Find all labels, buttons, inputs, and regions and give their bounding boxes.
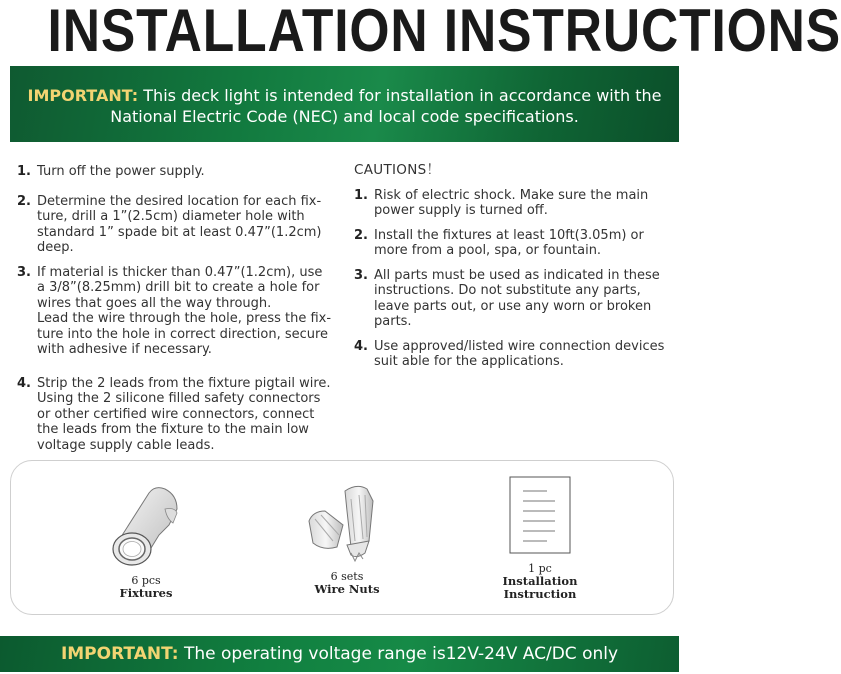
caution-item: [354, 339, 679, 370]
cautions-title: CAUTIONS！: [354, 162, 441, 178]
step-number: 3.: [17, 264, 31, 280]
caution-number: 3.: [354, 267, 368, 283]
part-qty: 6 pcs: [131, 574, 161, 587]
step-item: [17, 376, 347, 454]
step-text: Strip the 2 leads from the fixture pigtail wire. Using the 2 silicone filled safety connectors or other certified wire connectors, connect the leads from the fixture to the main low voltage supply cable leads.: [37, 375, 331, 453]
caution-text: All parts must be used as indicated in these instructions. Do not substitute any parts, leave parts out, or use any worn or broken parts.: [374, 267, 660, 329]
step-item: [17, 265, 347, 358]
step-text: If material is thicker than 0.47”(1.2cm), use a 3/8”(8.25mm) drill bit to create a hole for wires that goes all the way through. Lead the wire through the hole, press the fix- ture into the hole in correct direction, secure with adhesive if necessary.: [37, 264, 332, 357]
step-item: [17, 194, 347, 256]
part-instruction: [499, 475, 581, 601]
parts-box: [10, 460, 674, 615]
important-label: IMPORTANT:: [27, 86, 139, 105]
important-label: IMPORTANT:: [60, 644, 179, 664]
banner-line-1: [10, 85, 679, 106]
banner-text-2: National Electric Code (NEC) and local code specifications.: [110, 107, 579, 126]
part-name: Installation Instruction: [502, 574, 578, 601]
step-number: 2.: [17, 193, 31, 209]
part-name: Fixtures: [119, 586, 173, 600]
caution-text: Risk of electric shock. Make sure the main power supply is turned off.: [374, 187, 649, 218]
cautions-section: [354, 163, 679, 381]
part-qty: 1 pc: [528, 562, 552, 575]
caution-text: Install the fixtures at least 10ft(3.05m) or more from a pool, spa, or fountain.: [374, 227, 644, 258]
document-icon: [499, 475, 581, 559]
voltage-text: The operating voltage range is12V-24V AC/DC only: [178, 644, 619, 664]
caution-number: 4.: [354, 338, 368, 354]
step-number: 1.: [17, 164, 31, 179]
caution-number: 1.: [354, 187, 368, 203]
wire-nut-icon: [299, 481, 395, 567]
caution-number: 2.: [354, 227, 368, 243]
step-text: Turn off the power supply.: [37, 164, 205, 179]
caution-item: [354, 188, 679, 219]
caution-item: [354, 228, 679, 259]
part-name: Wire Nuts: [314, 582, 380, 596]
step-number: 4.: [17, 375, 31, 391]
fixture-icon: [103, 479, 189, 571]
step-item: [17, 164, 347, 180]
caution-item: [354, 268, 679, 330]
page-title: INSTALLATION INSTRUCTIONS: [47, 0, 841, 64]
part-fixtures: [103, 479, 189, 600]
part-wire-nuts: [299, 481, 395, 596]
banner-text-1: This deck light is intended for installation in accordance with the: [143, 86, 662, 105]
caution-text: Use approved/listed wire connection devices suit able for the applications.: [374, 338, 665, 369]
part-qty: 6 sets: [330, 570, 364, 583]
step-text: Determine the desired location for each fix- ture, drill a 1”(2.5cm) diameter hole with standard 1” spade bit at least 0.47”(1.2cm) deep.: [37, 193, 322, 255]
steps-list: [17, 164, 347, 464]
important-banner-bottom: [0, 636, 679, 672]
important-banner-top: [10, 66, 679, 142]
